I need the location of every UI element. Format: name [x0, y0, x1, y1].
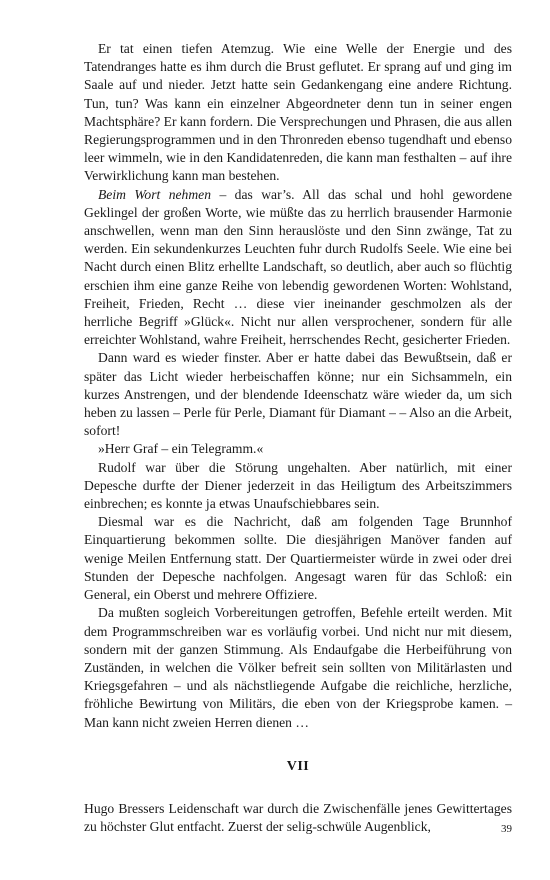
paragraph: Er tat einen tiefen Atemzug. Wie eine Welle der Energie und des Tatendranges hatte es ihm durch die Brust geflutet. Er sprang auf und ging im Saale auf und nieder. Jetzt hatte sein Gedankengang eine andere Richtung. Tun, tun? Was kann ein einzelner Abgeordneter denn tun in seiner engen Machtsphäre? Er kann fordern. Die Versprechungen und Phrasen, die aus allen Regierungsprogrammen und in den Thronreden ebenso tugendhaft und ebenso leer wimmeln, wie in den Kandidatenreden, die kann man festhalten – auf ihre Verwirklichung kann man bestehen.	[84, 41, 512, 184]
paragraph: Da mußten sogleich Vorbereitungen getroffen, Befehle erteilt werden. Mit dem Programmschreiben war es vorläufig vorbei. Und nicht nur mit diesem, sondern mit der ganzen Stimmung. Als Endaufgabe die Herbeiführung von Zuständen, in welchen die Völker befreit sein sollten von Militärlasten und Kriegsgefahren – und als nächstliegende Aufgabe die reichliche, herzliche, fröhliche Bewirtung von Militärs, die eben von der Kriegsprobe kamen. – Man kann nicht zweien Herren dienen …	[84, 605, 512, 730]
emphasis-text: Beim Wort nehmen	[98, 186, 212, 202]
paragraph	[84, 186, 512, 350]
chapter-heading: VII	[286, 758, 310, 774]
paragraph: Diesmal war es die Nachricht, daß am folgenden Tage Brunnhof Einquartierung bekommen sollte. Die diesjährigen Manöver fanden auf wenige Meilen Entfernung statt. Der Quartiermeister würde in zwei oder drei Stunden der Depesche nachfolgen. Angesagt waren für das Schloß: ein General, ein Oberst und mehrere Offiziere.	[84, 514, 512, 603]
paragraph: Rudolf war über die Störung ungehalten. Aber natürlich, mit einer Depesche durfte der Diener jederzeit in das Heiligtum des Arbeitszimmers einbrechen; es konnte ja etwas Unaufschiebbares sein.	[84, 459, 512, 512]
page-number: 39	[501, 823, 512, 835]
paragraph: Hugo Bressers Leidenschaft war durch die Zwischenfälle jenes Gewittertages zu höchster Glut entfacht. Zuerst der selig-schwüle Augenblick,	[84, 800, 512, 835]
paragraph-text: – das war’s. All das schal und hohl gewordene Geklingel der großen Worte, wie müßte das zu herrlich brausender Harmonie anschwellen, wenn man den Sinn herauslöste und den Sinn zwänge, Tat zu werden. Ein sekundenkurzes Leuchten fuhr durch Rudolfs Seele. Wie eine bei Nacht durch einen Blitz erhellte Landschaft, so deutlich, aber auch so flüchtig erschien ihm eine ganze Reihe von lebendig gewordenen Worten: Wohlstand, Freiheit, Frieden, Recht … diese vier ineinander geschmolzen als der herrliche Begriff »Glück«. Nicht nur allen versprochener, sondern für alle erreichter Wohlstand, wahre Freiheit, herrschendes Recht, gesicherter Frieden.	[84, 186, 512, 348]
body-text	[84, 40, 512, 836]
paragraph: Dann ward es wieder finster. Aber er hatte dabei das Bewußtsein, daß er später das Licht wieder herbeischaffen könne; nur ein Sichsammeln, ein kurzes Anstrengen, und der blendende Ideenschatz wäre wieder da, um sich heben zu lassen – Perle für Perle, Diamant für Diamant – – Also an die Arbeit, sofort!	[84, 350, 512, 439]
paragraph: »Herr Graf – ein Telegramm.«	[98, 441, 264, 457]
